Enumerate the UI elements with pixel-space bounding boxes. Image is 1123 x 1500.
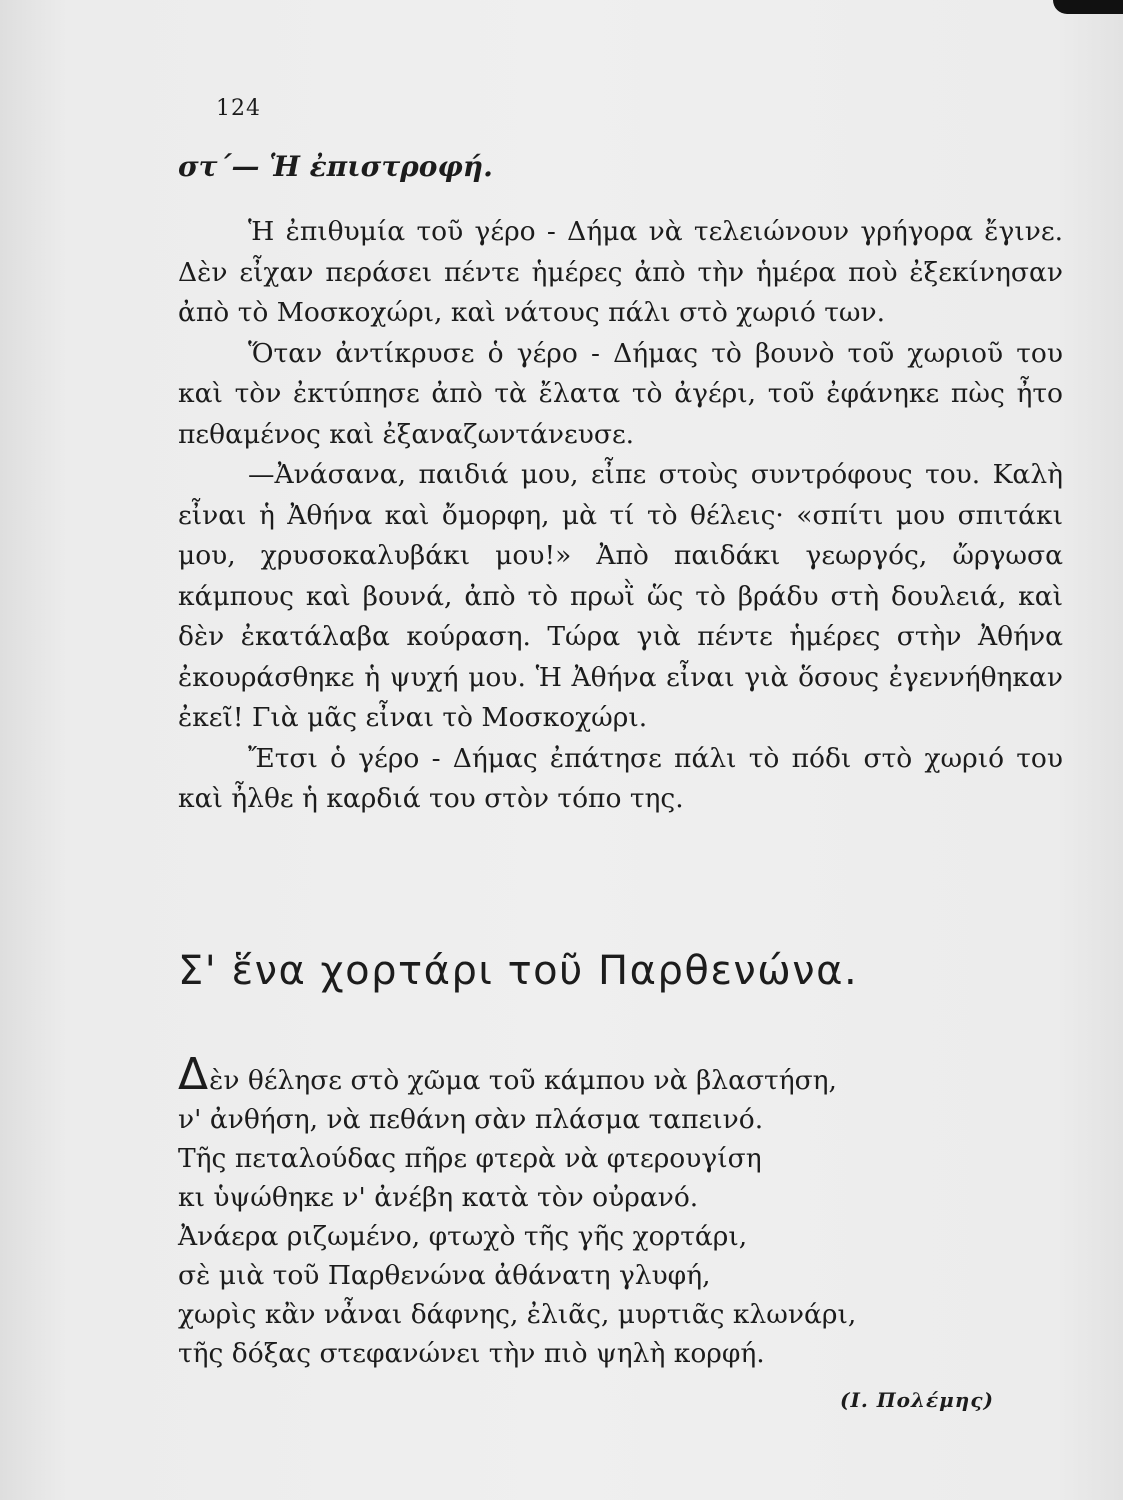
page-number: 124 (216, 96, 261, 121)
story-text (178, 212, 1063, 820)
paragraph: Ἡ ἐπιθυμία τοῦ γέρο - Δήμα νὰ τελειώνουν γρήγορα ἔγινε. Δὲν εἶχαν περάσει πέντε ἡμέρες ἀπὸ τὴν ἡμέρα ποὺ ἐξεκίνησαν ἀπὸ τὸ Μοσκοχώρι, καὶ νάτους πάλι στὸ χωριό των. (178, 216, 1063, 328)
paragraph: Ἔτσι ὁ γέρο - Δήμας ἐπάτησε πάλι τὸ πόδι στὸ χωριό του καὶ ἦλθε ἡ καρδιά του στὸν τόπο της. (178, 742, 1063, 814)
poem-line: τῆς δόξας στεφανώνει τὴν πιὸ ψηλὴ κορφή. (178, 1338, 765, 1369)
poem-line: Ἀνάερα ριζωμένο, φτωχὸ τῆς γῆς χορτάρι, (178, 1221, 748, 1252)
paragraph: Ὅταν ἀντίκρυσε ὁ γέρο - Δήμας τὸ βουνὸ τοῦ χωριοῦ του καὶ τὸν ἐκτύπησε ἀπὸ τὰ ἔλατα τὸ ἀγέρι, τοῦ ἐφάνηκε πὼς ἦτο πεθαμένος καὶ ἐξαναζωντάνευσε. (178, 337, 1063, 450)
poem-line: ν' ἀνθήση, νὰ πεθάνη σὰν πλάσμα ταπεινό. (178, 1104, 764, 1135)
poem-body (178, 1049, 1063, 1373)
poem-line (178, 1049, 1063, 1100)
poem-title: Σ' ἕνα χορτάρι τοῦ Παρθενώνα. (178, 948, 859, 994)
poem-line: σὲ μιὰ τοῦ Παρθενώνα ἀθάνατη γλυφή, (178, 1260, 711, 1291)
poem-line: Τῆς πεταλούδας πῆρε φτερὰ νὰ φτερουγίση (178, 1143, 762, 1174)
poem-line-text: ὲν θέλησε στὸ χῶμα τοῦ κάμπου νὰ βλαστήση, (209, 1065, 837, 1096)
poem-line: κι ὑψώθηκε ν' ἀνέβη κατὰ τὸν οὐρανό. (178, 1182, 699, 1213)
poem-author: (Ι. Πολέμης) (840, 1388, 994, 1412)
poem-line: χωρὶς κἂν νἆναι δάφνης, ἐλιᾶς, μυρτιᾶς κλωνάρι, (178, 1299, 857, 1330)
drop-cap: Δ (178, 1049, 209, 1100)
section-heading: στ΄— Ἡ ἐπιστροφή. (178, 150, 493, 183)
paragraph: —Ἀνάσανα, παιδιά μου, εἶπε στοὺς συντρόφους του. Καλὴ εἶναι ἡ Ἀθήνα καὶ ὄμορφη, μὰ τί τὸ θέλεις· «σπίτι μου σπιτάκι μου, χρυσοκαλυβάκι μου!» Ἀπὸ παιδάκι γεωργός, ὤργωσα κάμπους καὶ βουνά, ἀπὸ τὸ πρωῒ ὥς τὸ βράδυ στὴ δουλειά, καὶ δὲν ἐκατάλαβα κούραση. Τώρα γιὰ πέντε ἡμέρες στὴν Ἀθήνα ἐκουράσθηκε ἡ ψυχή μου. Ἡ Ἀθήνα εἶναι γιὰ ὅσους ἐγεννήθηκαν ἐκεῖ! Γιὰ μᾶς εἶναι τὸ Μοσκοχώρι. (178, 459, 1063, 733)
corner-ink-mark (1053, 0, 1123, 14)
